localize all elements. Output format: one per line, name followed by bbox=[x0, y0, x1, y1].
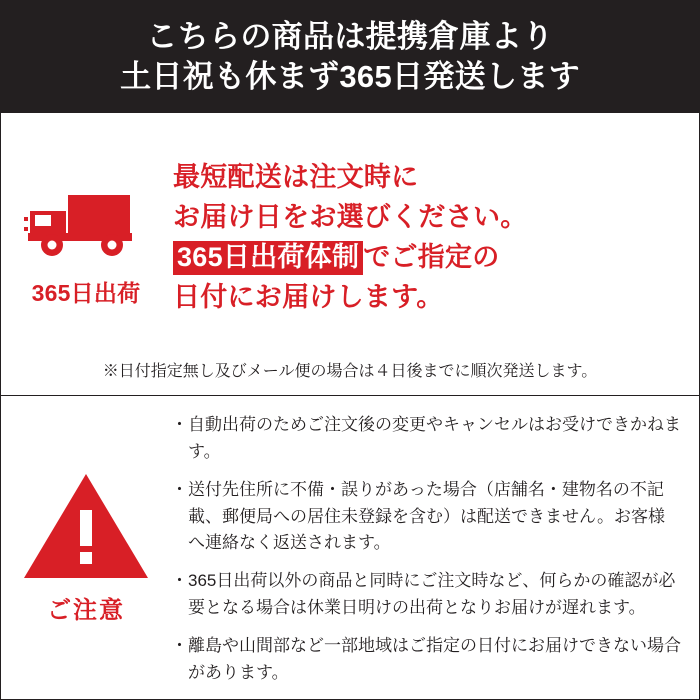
delivery-line-4: 日付にお届けします。 bbox=[173, 281, 444, 312]
header-line-1: こちらの商品は提携倉庫より bbox=[146, 19, 554, 55]
delivery-line-2: お届け日をお選びください。 bbox=[173, 201, 528, 232]
delivery-text bbox=[171, 158, 699, 318]
truck-badge bbox=[1, 167, 171, 308]
list-item-text: 自動出荷のためご注文後の変更やキャンセルはお受けできかねます。 bbox=[188, 415, 681, 461]
list-item-text: 離島や山間部など一部地域はご指定の日付にお届けできない場合があります。 bbox=[188, 636, 681, 682]
banner-header bbox=[1, 1, 699, 113]
list-item bbox=[171, 568, 681, 622]
truck-icon bbox=[24, 181, 148, 265]
truck-label: 365日出荷 bbox=[31, 280, 141, 307]
delivery-line-3 bbox=[173, 238, 683, 278]
delivery-body bbox=[1, 113, 699, 362]
delivery-line-3-rest: でご指定の bbox=[363, 241, 500, 272]
list-bullet: ・ bbox=[171, 479, 188, 499]
list-item bbox=[171, 412, 681, 466]
list-item bbox=[171, 477, 681, 558]
caution-section bbox=[1, 396, 699, 699]
delivery-highlight: 365日出荷体制 bbox=[173, 241, 363, 275]
list-item-text: 送付先住所に不備・誤りがあった場合（店舗名・建物名の不記載、郵便局への居住未登録を含む）は配送できません。お客様へ連絡なく返送されます。 bbox=[188, 479, 666, 553]
list-item-text: 365日出荷以外の商品と同時にご注文時など、何らかの確認が必要となる場合は休業日明けの出荷となりお届けが遅れます。 bbox=[188, 571, 676, 618]
delivery-note: ※日付指定無し及びメール便の場合は４日後までに順次発送します。 bbox=[102, 363, 598, 381]
list-bullet: ・ bbox=[171, 571, 188, 591]
list-item bbox=[171, 633, 681, 687]
delivery-section bbox=[1, 113, 699, 396]
caution-notes-list bbox=[171, 410, 699, 698]
warning-triangle-icon bbox=[22, 470, 150, 582]
caution-badge bbox=[1, 410, 171, 625]
list-bullet: ・ bbox=[171, 636, 188, 656]
delivery-line-1: 最短配送は注文時に bbox=[173, 161, 419, 192]
list-bullet: ・ bbox=[171, 415, 188, 434]
header-line-2: 土日祝も休まず365日発送します bbox=[120, 59, 580, 94]
caution-label: ご注意 bbox=[47, 597, 125, 624]
